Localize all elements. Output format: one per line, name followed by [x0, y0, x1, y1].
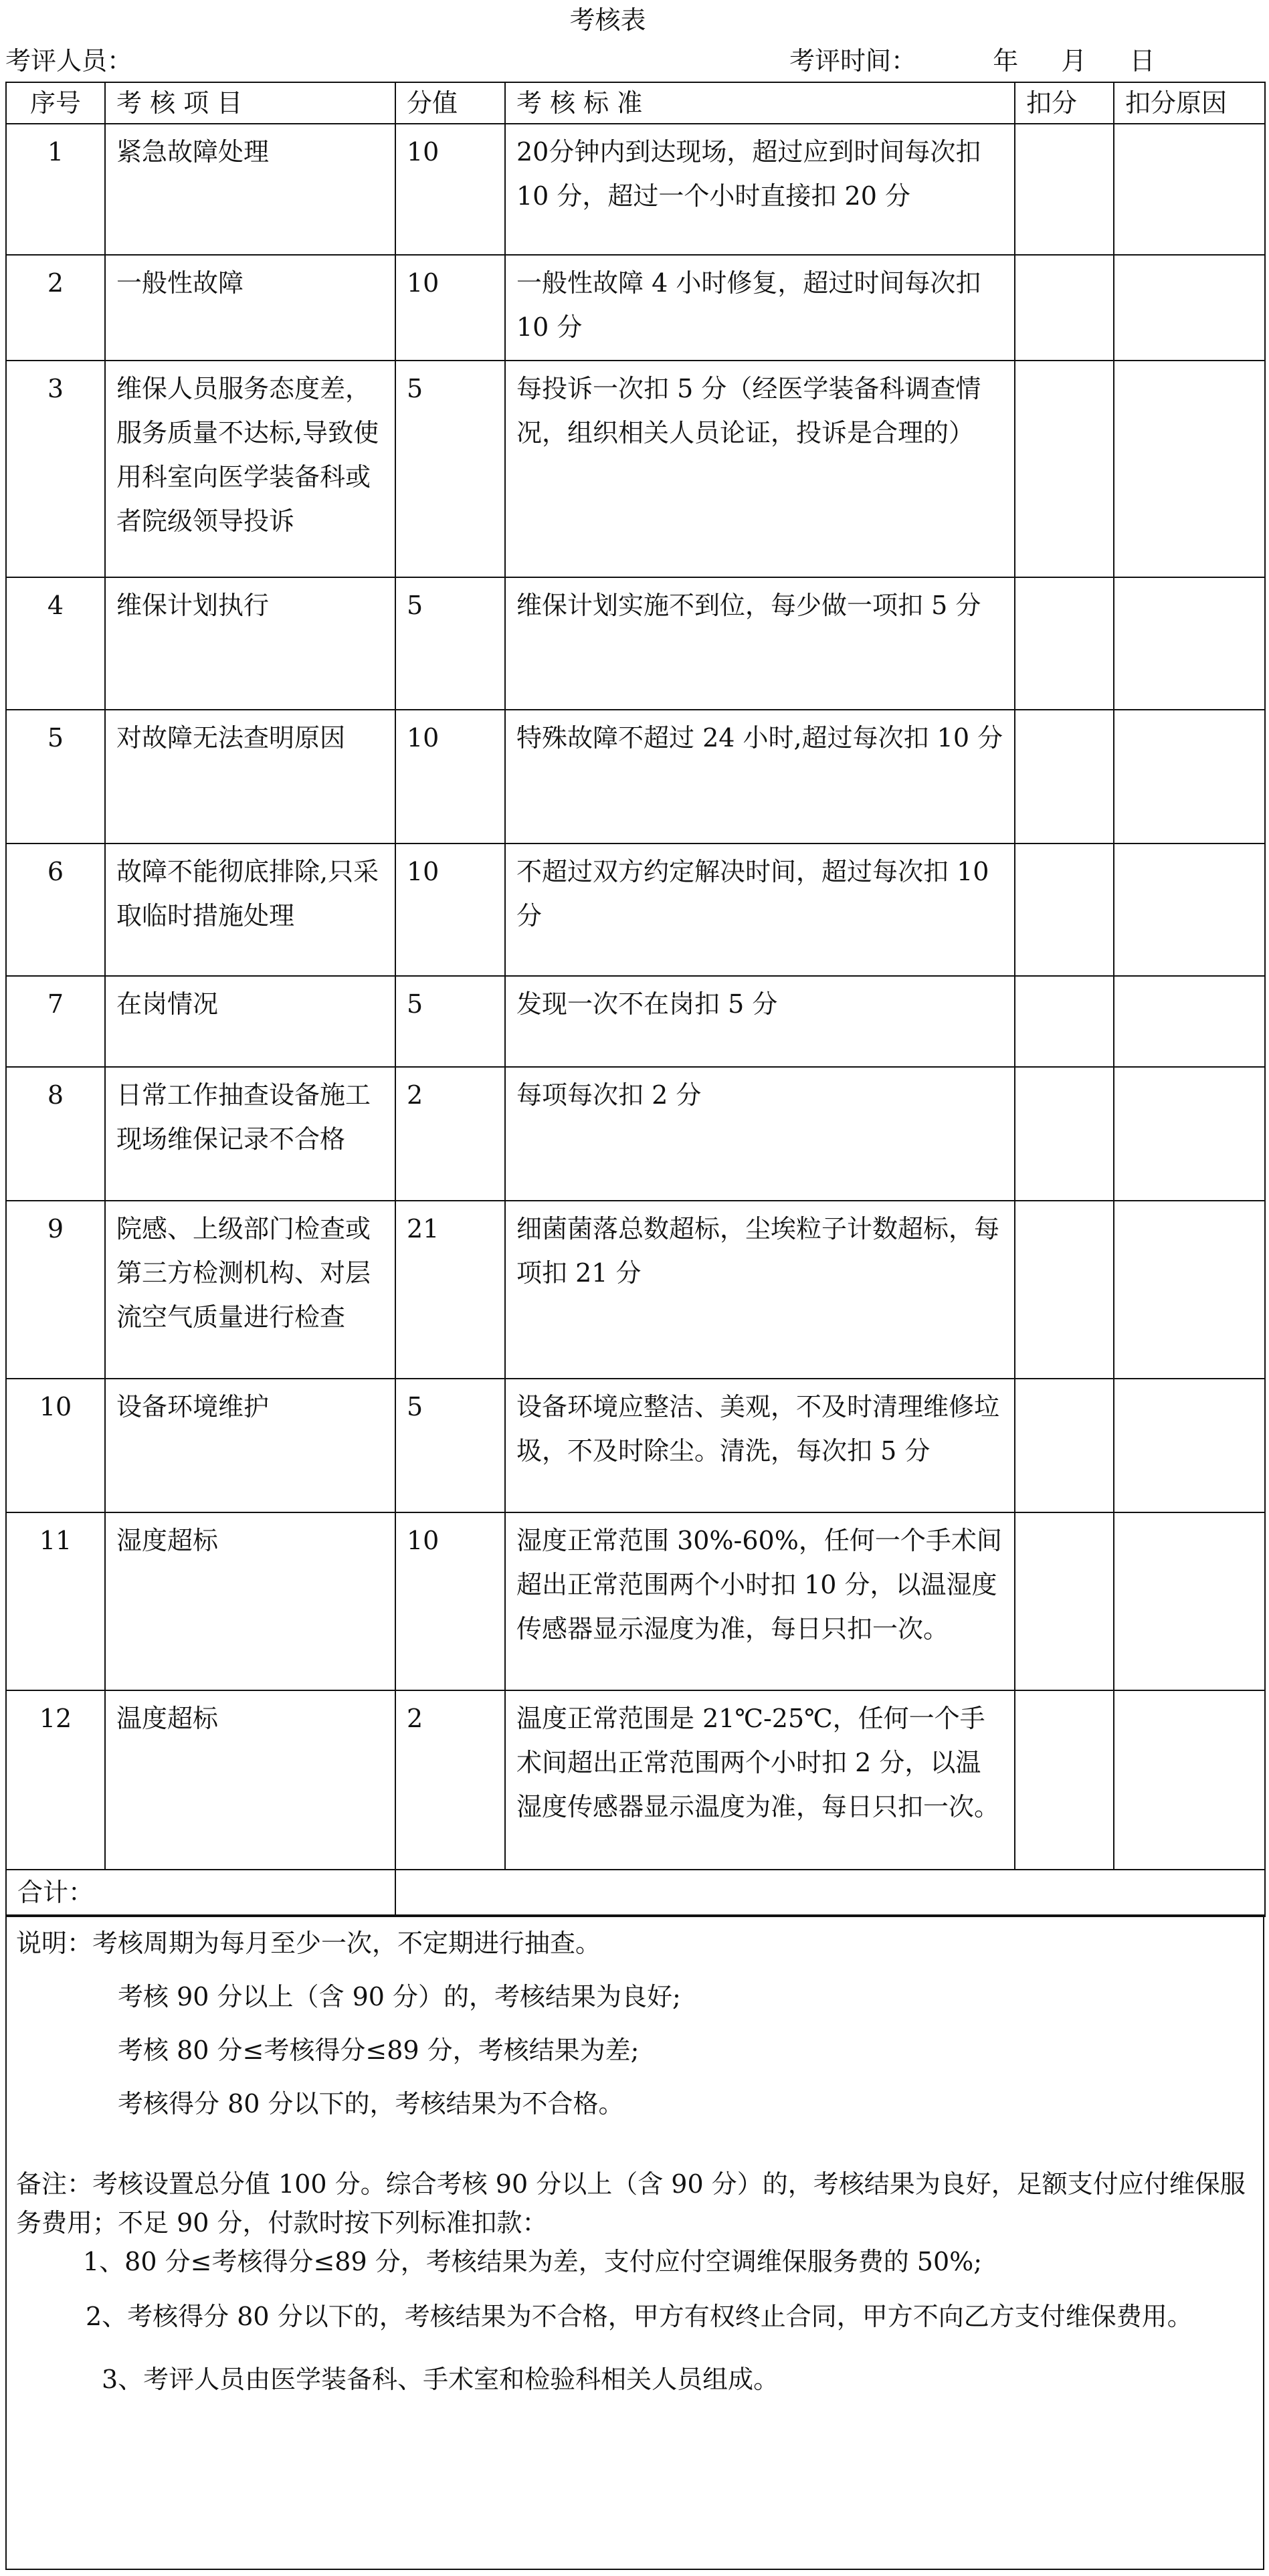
- row-deduction-cell[interactable]: [1015, 577, 1114, 710]
- notes-remark-item-2: 2、考核得分 80 分以下的，考核结果为不合格，甲方有权终止合同，甲方不向乙方支付维保费用。: [86, 2302, 1193, 2331]
- row-reason-cell[interactable]: [1114, 361, 1265, 577]
- review-time-label: 考评时间：: [789, 46, 917, 76]
- row-reason-cell[interactable]: [1114, 1201, 1265, 1379]
- row-deduction-cell[interactable]: [1015, 710, 1114, 844]
- notes-remark-item-3: 3、考评人员由医学装备科、手术室和检验科相关人员组成。: [102, 2365, 779, 2394]
- table-row: [6, 361, 1265, 577]
- row-deduction-cell[interactable]: [1015, 1201, 1114, 1379]
- header-deduction: 扣分: [1015, 82, 1114, 124]
- row-standard: 细菌菌落总数超标，尘埃粒子计数超标，每项扣 21 分: [505, 1201, 1015, 1379]
- table-header-row: [6, 82, 1265, 124]
- row-item: 故障不能彻底排除,只采取临时措施处理: [105, 844, 395, 976]
- row-no: 3: [6, 361, 105, 577]
- row-standard: 不超过双方约定解决时间，超过每次扣 10 分: [505, 844, 1015, 976]
- row-standard: 湿度正常范围 30%-60%，任何一个手术间超出正常范围两个小时扣 10 分，以温湿度传感器显示湿度为准，每日只扣一次。: [505, 1512, 1015, 1690]
- row-no: 1: [6, 124, 105, 255]
- header-no: 序号: [6, 82, 105, 124]
- table-row: [6, 1379, 1265, 1512]
- row-reason-cell[interactable]: [1114, 1690, 1265, 1870]
- row-no: 9: [6, 1201, 105, 1379]
- notes-remark-item-1: 1、80 分≤考核得分≤89 分，考核结果为差，支付应付空调维保服务费的 50%;: [83, 2247, 983, 2276]
- row-deduction-cell[interactable]: [1015, 976, 1114, 1067]
- row-no: 11: [6, 1512, 105, 1690]
- row-reason-cell[interactable]: [1114, 1512, 1265, 1690]
- row-deduction-cell[interactable]: [1015, 1512, 1114, 1690]
- row-standard: 20分钟内到达现场，超过应到时间每次扣 10 分，超过一个小时直接扣 20 分: [505, 124, 1015, 255]
- header-deduction-reason: 扣分原因: [1114, 82, 1265, 124]
- table-row: [6, 844, 1265, 976]
- row-reason-cell[interactable]: [1114, 710, 1265, 844]
- row-score: 10: [395, 124, 505, 255]
- notes-rule-fail: 考核得分 80 分以下的，考核结果为不合格。: [118, 2089, 624, 2118]
- row-no: 2: [6, 255, 105, 361]
- row-deduction-cell[interactable]: [1015, 124, 1114, 255]
- table-row: [6, 255, 1265, 361]
- row-standard: 一般性故障 4 小时修复，超过时间每次扣 10 分: [505, 255, 1015, 361]
- document-title: 考核表: [569, 5, 646, 35]
- table-row: [6, 1067, 1265, 1201]
- row-item: 一般性故障: [105, 255, 395, 361]
- row-deduction-cell[interactable]: [1015, 1690, 1114, 1870]
- review-year-label: 年: [993, 46, 1019, 76]
- table-row: [6, 710, 1265, 844]
- row-deduction-cell[interactable]: [1015, 361, 1114, 577]
- review-day-label: 日: [1129, 46, 1155, 76]
- row-score: 5: [395, 976, 505, 1067]
- row-reason-cell[interactable]: [1114, 844, 1265, 976]
- row-deduction-cell[interactable]: [1015, 1379, 1114, 1512]
- row-reason-cell[interactable]: [1114, 255, 1265, 361]
- row-standard: 设备环境应整洁、美观，不及时清理维修垃圾，不及时除尘。清洗，每次扣 5 分: [505, 1379, 1015, 1512]
- table-row: [6, 124, 1265, 255]
- row-reason-cell[interactable]: [1114, 124, 1265, 255]
- notes-intro: 说明：考核周期为每月至少一次，不定期进行抽查。: [16, 1928, 601, 1958]
- row-score: 10: [395, 1512, 505, 1690]
- row-reason-cell[interactable]: [1114, 976, 1265, 1067]
- table-row: [6, 1512, 1265, 1690]
- review-month-label: 月: [1061, 46, 1087, 76]
- row-item: 在岗情况: [105, 976, 395, 1067]
- table-row: [6, 1201, 1265, 1379]
- row-reason-cell[interactable]: [1114, 1067, 1265, 1201]
- row-no: 10: [6, 1379, 105, 1512]
- review-time: [789, 40, 1155, 82]
- header-score: 分值: [395, 82, 505, 124]
- total-label: 合计：: [6, 1870, 395, 1916]
- row-standard: 特殊故障不超过 24 小时,超过每次扣 10 分: [505, 710, 1015, 844]
- row-score: 5: [395, 361, 505, 577]
- header-standard: 考 核 标 准: [505, 82, 1015, 124]
- row-deduction-cell[interactable]: [1015, 1067, 1114, 1201]
- row-no: 8: [6, 1067, 105, 1201]
- row-item: 维保人员服务态度差，服务质量不达标,导致使用科室向医学装备科或者院级领导投诉: [105, 361, 395, 577]
- notes-rule-poor: 考核 80 分≤考核得分≤89 分，考核结果为差;: [118, 2036, 640, 2065]
- row-score: 2: [395, 1690, 505, 1870]
- row-no: 4: [6, 577, 105, 710]
- row-score: 5: [395, 577, 505, 710]
- total-value-cell[interactable]: [395, 1870, 1265, 1916]
- row-standard: 每项每次扣 2 分: [505, 1067, 1015, 1201]
- row-score: 10: [395, 255, 505, 361]
- row-score: 10: [395, 844, 505, 976]
- row-item: 设备环境维护: [105, 1379, 395, 1512]
- reviewer-label: 考评人员：: [5, 46, 133, 76]
- notes-remark: 备注：考核设置总分值 100 分。综合考核 90 分以上（含 90 分）的，考核结果为良好，足额支付应付维保服务费用；不足 90 分，付款时按下列标准扣款：: [16, 2169, 1246, 2238]
- row-standard: 温度正常范围是 21℃-25℃，任何一个手术间超出正常范围两个小时扣 2 分，以温湿度传感器显示温度为准，每日只扣一次。: [505, 1690, 1015, 1870]
- row-standard: 发现一次不在岗扣 5 分: [505, 976, 1015, 1067]
- row-score: 21: [395, 1201, 505, 1379]
- notes-rule-good: 考核 90 分以上（含 90 分）的，考核结果为良好;: [118, 1982, 681, 2011]
- assessment-table: [5, 82, 1266, 1917]
- row-no: 7: [6, 976, 105, 1067]
- row-score: 10: [395, 710, 505, 844]
- row-item: 院感、上级部门检查或第三方检测机构、对层流空气质量进行检查: [105, 1201, 395, 1379]
- row-score: 5: [395, 1379, 505, 1512]
- row-item: 湿度超标: [105, 1512, 395, 1690]
- row-item: 对故障无法查明原因: [105, 710, 395, 844]
- row-deduction-cell[interactable]: [1015, 255, 1114, 361]
- table-row: [6, 976, 1265, 1067]
- row-no: 5: [6, 710, 105, 844]
- row-standard: 维保计划实施不到位，每少做一项扣 5 分: [505, 577, 1015, 710]
- row-standard: 每投诉一次扣 5 分（经医学装备科调查情况，组织相关人员论证，投诉是合理的）: [505, 361, 1015, 577]
- notes-box: [5, 1914, 1264, 2570]
- row-deduction-cell[interactable]: [1015, 844, 1114, 976]
- total-row: [6, 1870, 1265, 1916]
- row-item: 温度超标: [105, 1690, 395, 1870]
- header-item: 考 核 项 目: [105, 82, 395, 124]
- row-item: 紧急故障处理: [105, 124, 395, 255]
- row-reason-cell[interactable]: [1114, 1379, 1265, 1512]
- row-no: 6: [6, 844, 105, 976]
- table-row: [6, 577, 1265, 710]
- row-item: 日常工作抽查设备施工现场维保记录不合格: [105, 1067, 395, 1201]
- row-no: 12: [6, 1690, 105, 1870]
- row-score: 2: [395, 1067, 505, 1201]
- row-reason-cell[interactable]: [1114, 577, 1265, 710]
- table-row: [6, 1690, 1265, 1870]
- row-item: 维保计划执行: [105, 577, 395, 710]
